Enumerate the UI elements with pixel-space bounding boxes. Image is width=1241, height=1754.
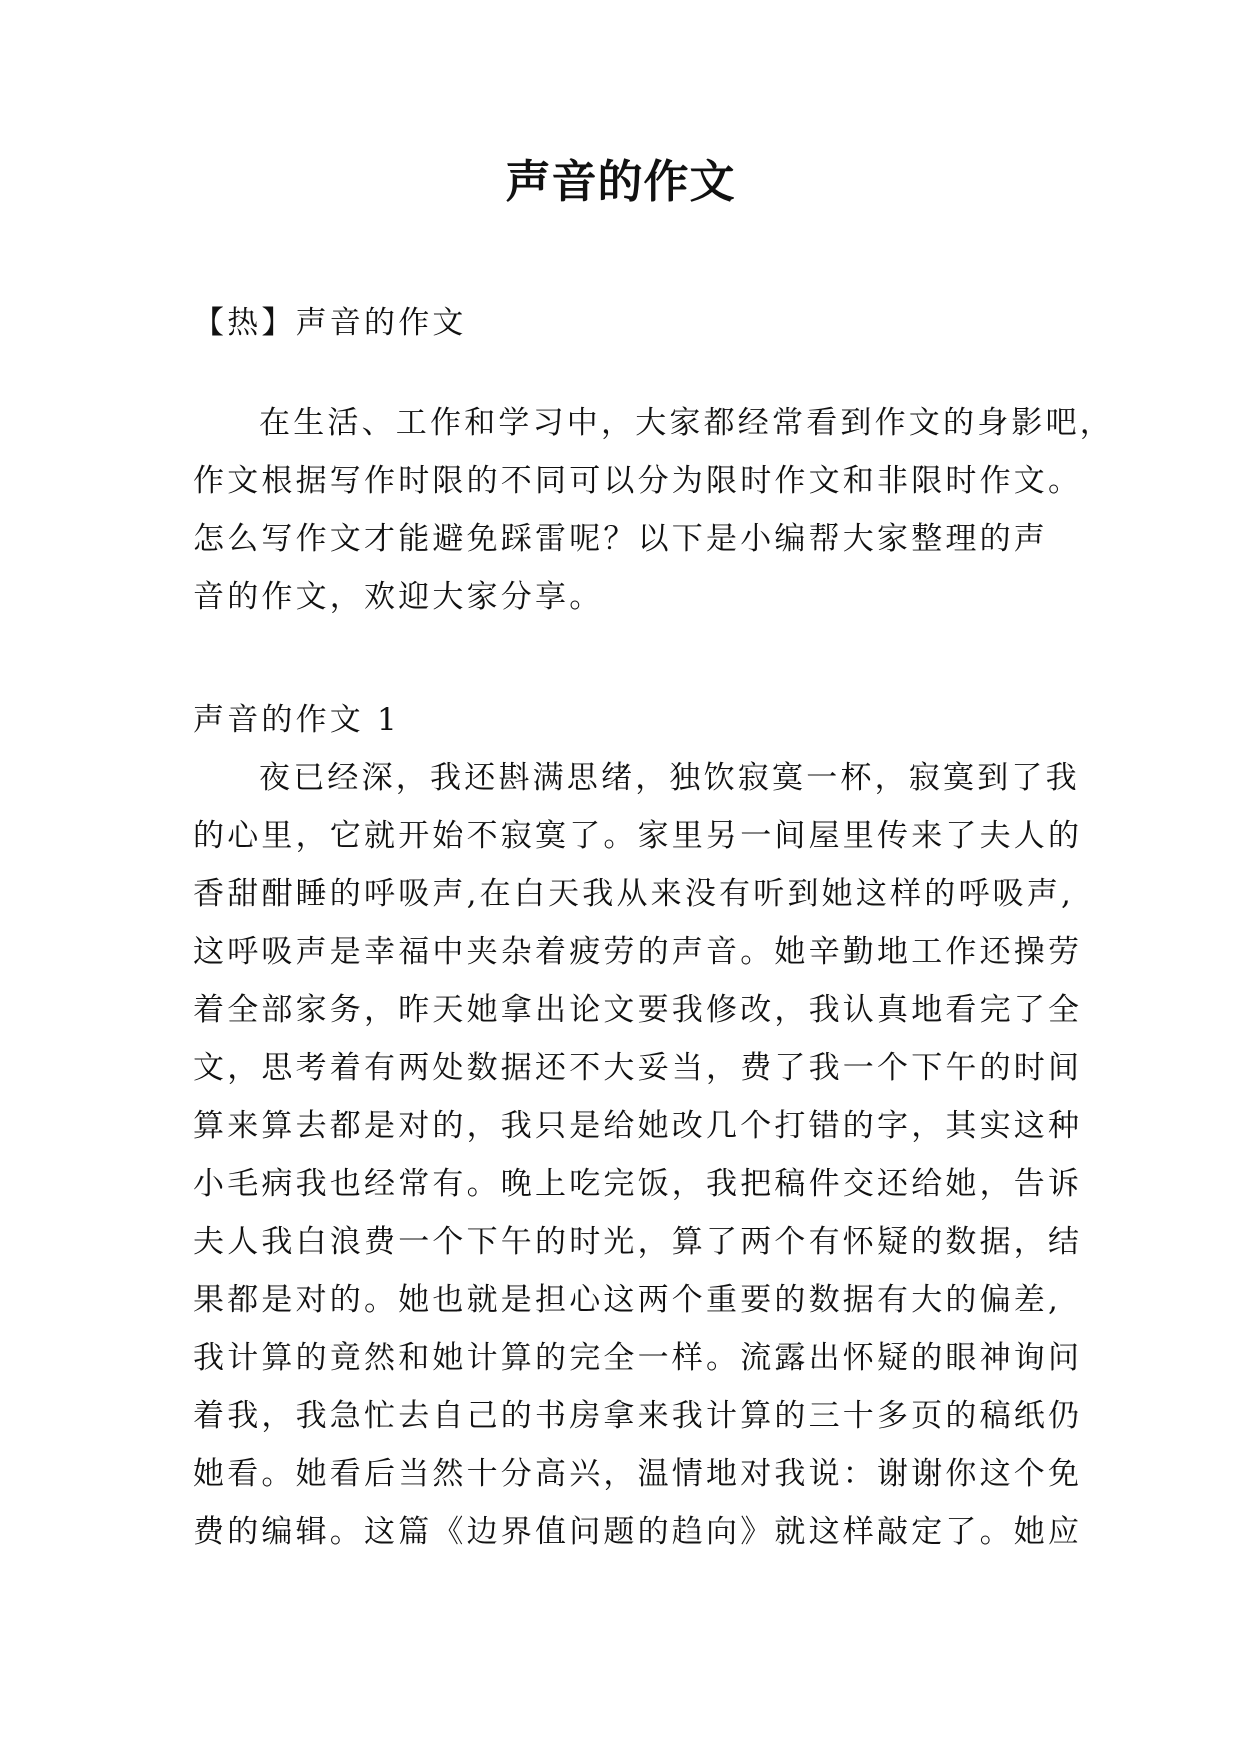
intro-line: 怎么写作文才能避免踩雷呢？以下是小编帮大家整理的声: [193, 521, 1048, 557]
body-line: 着我，我急忙去自己的书房拿来我计算的三十多页的稿纸仍: [193, 1398, 1083, 1434]
body-line: 这呼吸声是幸福中夹杂着疲劳的声音。她辛勤地工作还操劳: [193, 934, 1083, 970]
body-line: 费的编辑。这篇《边界值问题的趋向》就这样敲定了。她应: [193, 1514, 1083, 1550]
intro-line: 作文根据写作时限的不同可以分为限时作文和非限时作文。: [193, 463, 1083, 499]
subtitle: 【热】声音的作文: [193, 305, 467, 341]
document-title: 声音的作文: [505, 155, 736, 208]
body-line: 她看。她看后当然十分高兴，温情地对我说：谢谢你这个免: [193, 1456, 1083, 1492]
body-line: 我计算的竟然和她计算的完全一样。流露出怀疑的眼神询问: [193, 1340, 1083, 1376]
body-line: 夫人我白浪费一个下午的时光，算了两个有怀疑的数据，结: [193, 1224, 1083, 1260]
body-line: 算来算去都是对的，我只是给她改几个打错的字，其实这种: [193, 1108, 1083, 1144]
body-line: 小毛病我也经常有。晚上吃完饭，我把稿件交还给她，告诉: [193, 1166, 1083, 1202]
section-heading: 声音的作文 1: [193, 702, 400, 738]
intro-line: 在生活、工作和学习中，大家都经常看到作文的身影吧，: [259, 405, 1114, 441]
body-line: 的心里，它就开始不寂寞了。家里另一间屋里传来了夫人的: [193, 818, 1083, 854]
body-line: 夜已经深，我还斟满思绪，独饮寂寞一杯，寂寞到了我: [259, 760, 1080, 796]
body-line: 文，思考着有两处数据还不大妥当，费了我一个下午的时间: [193, 1050, 1083, 1086]
body-line: 着全部家务，昨天她拿出论文要我修改，我认真地看完了全: [193, 992, 1083, 1028]
intro-line: 音的作文，欢迎大家分享。: [193, 579, 604, 615]
body-line: 果都是对的。她也就是担心这两个重要的数据有大的偏差,: [193, 1282, 1062, 1318]
body-line: 香甜酣睡的呼吸声,在白天我从来没有听到她这样的呼吸声,: [193, 876, 1075, 912]
